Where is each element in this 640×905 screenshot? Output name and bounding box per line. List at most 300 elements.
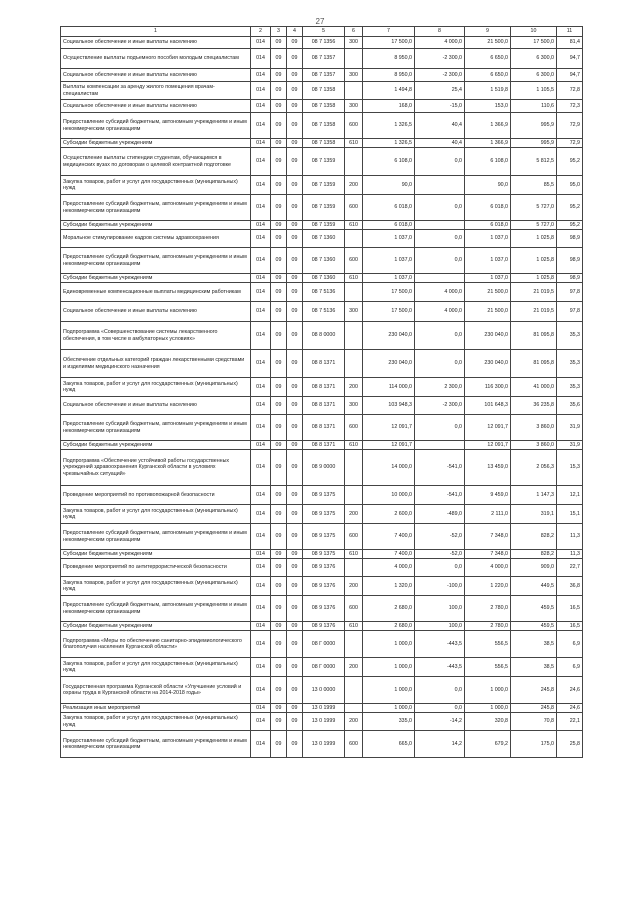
cell-col-11: 31,9 <box>557 441 583 450</box>
cell-col-5: 08 7 1358 <box>303 100 345 113</box>
cell-col-5: 08 9 1376 <box>303 577 345 596</box>
cell-col-2: 014 <box>251 450 271 486</box>
cell-col-3: 09 <box>271 524 287 550</box>
cell-col-2: 014 <box>251 505 271 524</box>
row-name-cell: Предоставление субсидий бюджетным, автономным учреждениям и иным некоммерческим организациям <box>61 415 251 441</box>
cell-col-11: 22,1 <box>557 713 583 731</box>
cell-col-10: 828,2 <box>511 524 557 550</box>
row-name-cell: Предоставление субсидий бюджетным, автономным учреждениям и иным некоммерческим организациям <box>61 524 251 550</box>
cell-col-5: 08 8 1371 <box>303 350 345 378</box>
cell-col-2: 014 <box>251 69 271 82</box>
cell-col-8: 100,0 <box>415 622 465 631</box>
row-name-cell: Предоставление субсидий бюджетным, автономным учреждениям и иным некоммерческим организациям <box>61 248 251 274</box>
cell-col-2: 014 <box>251 274 271 283</box>
cell-col-3: 09 <box>271 596 287 622</box>
cell-col-8: 0,0 <box>415 230 465 248</box>
cell-col-11: 94,7 <box>557 49 583 69</box>
cell-col-3: 09 <box>271 49 287 69</box>
cell-col-7: 10 000,0 <box>363 486 415 505</box>
cell-col-5: 08 7 1359 <box>303 221 345 230</box>
table-row <box>61 274 583 283</box>
cell-col-5: 08 9 1375 <box>303 505 345 524</box>
cell-col-11: 11,3 <box>557 550 583 559</box>
cell-col-3: 09 <box>271 677 287 704</box>
cell-col-3: 09 <box>271 704 287 713</box>
cell-col-8 <box>415 221 465 230</box>
header-cell: 8 <box>415 27 465 37</box>
cell-col-4: 09 <box>287 505 303 524</box>
cell-col-6 <box>345 49 363 69</box>
cell-col-2: 014 <box>251 139 271 148</box>
page-number: 27 <box>315 17 325 26</box>
cell-col-7: 1 326,5 <box>363 113 415 139</box>
cell-col-11: 12,1 <box>557 486 583 505</box>
cell-col-11: 24,6 <box>557 677 583 704</box>
cell-col-4: 09 <box>287 139 303 148</box>
cell-col-4: 09 <box>287 248 303 274</box>
cell-col-6 <box>345 631 363 658</box>
cell-col-9: 4 000,0 <box>465 559 511 577</box>
cell-col-6: 600 <box>345 248 363 274</box>
cell-col-10: 70,8 <box>511 713 557 731</box>
cell-col-3: 09 <box>271 274 287 283</box>
table-row <box>61 248 583 274</box>
table-row <box>61 113 583 139</box>
table-row <box>61 731 583 758</box>
row-name-cell: Выплаты компенсации за аренду жилого помещения врачам-специалистам <box>61 82 251 100</box>
cell-col-3: 09 <box>271 302 287 322</box>
cell-col-7: 17 500,0 <box>363 37 415 49</box>
table-row <box>61 221 583 230</box>
cell-col-4: 09 <box>287 274 303 283</box>
cell-col-2: 014 <box>251 731 271 758</box>
row-name-cell: Предоставление субсидий бюджетным, автономным учреждениям и иным некоммерческим организациям <box>61 195 251 221</box>
header-cell: 4 <box>287 27 303 37</box>
cell-col-9: 6 018,0 <box>465 195 511 221</box>
cell-col-7: 17 500,0 <box>363 283 415 302</box>
cell-col-2: 014 <box>251 176 271 195</box>
cell-col-7: 6 018,0 <box>363 221 415 230</box>
cell-col-3: 09 <box>271 139 287 148</box>
cell-col-7: 8 950,0 <box>363 69 415 82</box>
cell-col-11: 15,3 <box>557 450 583 486</box>
cell-col-8: 4 000,0 <box>415 283 465 302</box>
cell-col-7: 1 037,0 <box>363 248 415 274</box>
cell-col-3: 09 <box>271 622 287 631</box>
cell-col-8: 100,0 <box>415 596 465 622</box>
cell-col-11: 95,2 <box>557 195 583 221</box>
cell-col-6: 300 <box>345 100 363 113</box>
table-row <box>61 100 583 113</box>
cell-col-8 <box>415 274 465 283</box>
cell-col-4: 09 <box>287 113 303 139</box>
cell-col-4: 09 <box>287 731 303 758</box>
cell-col-10: 5 812,5 <box>511 148 557 176</box>
cell-col-8: -15,0 <box>415 100 465 113</box>
cell-col-5: 08 9 0000 <box>303 450 345 486</box>
cell-col-7: 103 948,3 <box>363 397 415 415</box>
cell-col-7: 665,0 <box>363 731 415 758</box>
cell-col-4: 09 <box>287 622 303 631</box>
cell-col-4: 09 <box>287 230 303 248</box>
table-row <box>61 176 583 195</box>
cell-col-2: 014 <box>251 350 271 378</box>
cell-col-5: 08 7 1359 <box>303 148 345 176</box>
cell-col-8: -14,2 <box>415 713 465 731</box>
cell-col-5: 13 0 0000 <box>303 677 345 704</box>
cell-col-8: -100,0 <box>415 577 465 596</box>
cell-col-11: 95,2 <box>557 221 583 230</box>
cell-col-9: 230 040,0 <box>465 322 511 350</box>
cell-col-5: 13 0 1999 <box>303 731 345 758</box>
cell-col-10: 38,5 <box>511 658 557 677</box>
cell-col-11: 94,7 <box>557 69 583 82</box>
header-cell: 1 <box>61 27 251 37</box>
cell-col-11: 16,5 <box>557 622 583 631</box>
cell-col-10: 21 019,5 <box>511 283 557 302</box>
cell-col-10: 245,8 <box>511 704 557 713</box>
cell-col-9: 6 018,0 <box>465 221 511 230</box>
cell-col-9: 116 300,0 <box>465 378 511 397</box>
cell-col-9: 13 459,0 <box>465 450 511 486</box>
cell-col-6: 610 <box>345 221 363 230</box>
cell-col-7: 14 000,0 <box>363 450 415 486</box>
cell-col-10: 2 056,3 <box>511 450 557 486</box>
cell-col-4: 09 <box>287 195 303 221</box>
cell-col-3: 09 <box>271 550 287 559</box>
row-name-cell: Проведение мероприятий по антитеррористической безопасности <box>61 559 251 577</box>
cell-col-9: 2 111,0 <box>465 505 511 524</box>
cell-col-7: 1 494,8 <box>363 82 415 100</box>
cell-col-10: 5 727,0 <box>511 195 557 221</box>
row-name-cell: Закупка товаров, работ и услуг для государственных (муниципальных) нужд <box>61 658 251 677</box>
cell-col-8: 0,0 <box>415 148 465 176</box>
cell-col-9: 1 000,0 <box>465 677 511 704</box>
row-name-cell: Социальное обеспечение и иные выплаты населению <box>61 100 251 113</box>
cell-col-2: 014 <box>251 415 271 441</box>
cell-col-8: 0,0 <box>415 559 465 577</box>
header-cell: 2 <box>251 27 271 37</box>
cell-col-6: 610 <box>345 139 363 148</box>
cell-col-4: 09 <box>287 450 303 486</box>
cell-col-2: 014 <box>251 49 271 69</box>
cell-col-3: 09 <box>271 69 287 82</box>
cell-col-6: 200 <box>345 577 363 596</box>
cell-col-7: 335,0 <box>363 713 415 731</box>
cell-col-10: 1 147,3 <box>511 486 557 505</box>
cell-col-5: 08 7 5136 <box>303 283 345 302</box>
cell-col-6 <box>345 704 363 713</box>
header-cell: 6 <box>345 27 363 37</box>
cell-col-8: 4 000,0 <box>415 302 465 322</box>
cell-col-2: 014 <box>251 221 271 230</box>
cell-col-11: 16,5 <box>557 596 583 622</box>
cell-col-6 <box>345 350 363 378</box>
cell-col-10: 110,6 <box>511 100 557 113</box>
cell-col-11: 95,0 <box>557 176 583 195</box>
cell-col-3: 09 <box>271 577 287 596</box>
cell-col-5: 08 9 1375 <box>303 524 345 550</box>
cell-col-11: 72,9 <box>557 139 583 148</box>
cell-col-7: 230 040,0 <box>363 350 415 378</box>
table-row <box>61 82 583 100</box>
cell-col-8: -2 300,0 <box>415 69 465 82</box>
cell-col-5: 08 7 1360 <box>303 230 345 248</box>
cell-col-6: 300 <box>345 69 363 82</box>
cell-col-10: 1 025,8 <box>511 230 557 248</box>
cell-col-8: 4 000,0 <box>415 37 465 49</box>
cell-col-3: 09 <box>271 176 287 195</box>
table-row <box>61 37 583 49</box>
cell-col-9: 1 366,9 <box>465 139 511 148</box>
cell-col-5: 08 8 1371 <box>303 415 345 441</box>
cell-col-2: 014 <box>251 441 271 450</box>
table-row <box>61 441 583 450</box>
cell-col-7: 168,0 <box>363 100 415 113</box>
cell-col-11: 97,8 <box>557 283 583 302</box>
cell-col-9: 556,5 <box>465 658 511 677</box>
cell-col-10: 3 860,0 <box>511 415 557 441</box>
row-name-cell: Единовременные компенсационные выплаты медицинским работникам <box>61 283 251 302</box>
cell-col-6: 200 <box>345 176 363 195</box>
cell-col-5: 08 7 1360 <box>303 248 345 274</box>
cell-col-2: 014 <box>251 322 271 350</box>
row-name-cell: Социальное обеспечение и иные выплаты населению <box>61 37 251 49</box>
cell-col-9: 556,5 <box>465 631 511 658</box>
cell-col-4: 09 <box>287 415 303 441</box>
cell-col-7: 1 037,0 <box>363 230 415 248</box>
row-name-cell: Предоставление субсидий бюджетным, автономным учреждениям и иным некоммерческим организациям <box>61 113 251 139</box>
cell-col-6: 300 <box>345 37 363 49</box>
cell-col-9: 1 037,0 <box>465 248 511 274</box>
cell-col-2: 014 <box>251 577 271 596</box>
cell-col-3: 09 <box>271 248 287 274</box>
cell-col-7: 6 108,0 <box>363 148 415 176</box>
cell-col-2: 014 <box>251 486 271 505</box>
cell-col-10: 175,0 <box>511 731 557 758</box>
table-row <box>61 230 583 248</box>
cell-col-10: 38,5 <box>511 631 557 658</box>
cell-col-6 <box>345 677 363 704</box>
cell-col-5: 08 Г 0000 <box>303 658 345 677</box>
table-header-row <box>61 27 583 37</box>
cell-col-8: -52,0 <box>415 524 465 550</box>
cell-col-7: 230 040,0 <box>363 322 415 350</box>
cell-col-10: 995,9 <box>511 113 557 139</box>
cell-col-10: 6 300,0 <box>511 49 557 69</box>
cell-col-5: 08 9 1376 <box>303 559 345 577</box>
cell-col-11: 6,9 <box>557 631 583 658</box>
cell-col-11: 95,2 <box>557 148 583 176</box>
cell-col-3: 09 <box>271 100 287 113</box>
row-name-cell: Моральное стимулирование кадров системы здравоохранения <box>61 230 251 248</box>
cell-col-4: 09 <box>287 596 303 622</box>
cell-col-3: 09 <box>271 350 287 378</box>
cell-col-9: 2 780,0 <box>465 596 511 622</box>
cell-col-4: 09 <box>287 704 303 713</box>
cell-col-5: 13 0 1999 <box>303 704 345 713</box>
cell-col-11: 35,6 <box>557 397 583 415</box>
cell-col-9: 7 348,0 <box>465 550 511 559</box>
cell-col-7: 1 037,0 <box>363 274 415 283</box>
cell-col-7: 7 400,0 <box>363 524 415 550</box>
budget-table <box>60 26 583 758</box>
cell-col-7: 1 320,0 <box>363 577 415 596</box>
cell-col-4: 09 <box>287 148 303 176</box>
cell-col-11: 97,8 <box>557 302 583 322</box>
cell-col-8: 0,0 <box>415 704 465 713</box>
cell-col-10: 245,8 <box>511 677 557 704</box>
cell-col-10: 81 095,8 <box>511 322 557 350</box>
cell-col-4: 09 <box>287 49 303 69</box>
cell-col-2: 014 <box>251 113 271 139</box>
cell-col-4: 09 <box>287 283 303 302</box>
cell-col-3: 09 <box>271 441 287 450</box>
cell-col-2: 014 <box>251 550 271 559</box>
cell-col-10: 828,2 <box>511 550 557 559</box>
cell-col-8: 0,0 <box>415 195 465 221</box>
cell-col-2: 014 <box>251 302 271 322</box>
row-name-cell: Обеспечение отдельных категорий граждан лекарственными средствами и изделиями медицинского назначения <box>61 350 251 378</box>
cell-col-4: 09 <box>287 713 303 731</box>
row-name-cell: Субсидии бюджетным учреждениям <box>61 622 251 631</box>
cell-col-5: 08 7 5136 <box>303 302 345 322</box>
cell-col-9: 12 091,7 <box>465 441 511 450</box>
cell-col-6: 600 <box>345 195 363 221</box>
row-name-cell: Подпрограмма «Меры по обеспечению санитарно-эпидемиологического благополучия населения Курганской области» <box>61 631 251 658</box>
cell-col-8 <box>415 176 465 195</box>
cell-col-6: 300 <box>345 302 363 322</box>
cell-col-9: 320,8 <box>465 713 511 731</box>
table-row <box>61 677 583 704</box>
cell-col-9: 7 348,0 <box>465 524 511 550</box>
header-cell: 9 <box>465 27 511 37</box>
cell-col-5: 08 8 0000 <box>303 322 345 350</box>
cell-col-5: 08 9 1375 <box>303 486 345 505</box>
cell-col-5: 13 0 1999 <box>303 713 345 731</box>
row-name-cell: Проведение мероприятий по противопожарной безопасности <box>61 486 251 505</box>
cell-col-2: 014 <box>251 378 271 397</box>
cell-col-11: 35,3 <box>557 378 583 397</box>
table-row <box>61 505 583 524</box>
cell-col-11: 6,9 <box>557 658 583 677</box>
cell-col-5: 08 7 1360 <box>303 274 345 283</box>
cell-col-2: 014 <box>251 248 271 274</box>
cell-col-3: 09 <box>271 82 287 100</box>
cell-col-11: 98,9 <box>557 248 583 274</box>
cell-col-7: 12 091,7 <box>363 441 415 450</box>
cell-col-6 <box>345 486 363 505</box>
cell-col-9: 230 040,0 <box>465 350 511 378</box>
row-name-cell: Предоставление субсидий бюджетным, автономным учреждениям и иным некоммерческим организациям <box>61 596 251 622</box>
cell-col-4: 09 <box>287 658 303 677</box>
cell-col-7: 2 680,0 <box>363 596 415 622</box>
cell-col-6: 600 <box>345 731 363 758</box>
cell-col-6: 300 <box>345 397 363 415</box>
row-name-cell: Субсидии бюджетным учреждениям <box>61 139 251 148</box>
cell-col-7: 90,0 <box>363 176 415 195</box>
cell-col-2: 014 <box>251 100 271 113</box>
table-row <box>61 378 583 397</box>
cell-col-5: 08 7 1359 <box>303 176 345 195</box>
cell-col-7: 6 018,0 <box>363 195 415 221</box>
cell-col-11: 98,9 <box>557 230 583 248</box>
cell-col-3: 09 <box>271 37 287 49</box>
cell-col-11: 22,7 <box>557 559 583 577</box>
table-row <box>61 350 583 378</box>
table-row <box>61 577 583 596</box>
cell-col-6: 610 <box>345 550 363 559</box>
cell-col-6 <box>345 230 363 248</box>
cell-col-6: 200 <box>345 658 363 677</box>
cell-col-7: 4 000,0 <box>363 559 415 577</box>
cell-col-2: 014 <box>251 658 271 677</box>
cell-col-9: 9 459,0 <box>465 486 511 505</box>
table-row <box>61 49 583 69</box>
table-row <box>61 283 583 302</box>
cell-col-3: 09 <box>271 195 287 221</box>
cell-col-11: 72,9 <box>557 113 583 139</box>
cell-col-6: 610 <box>345 441 363 450</box>
cell-col-7: 1 000,0 <box>363 704 415 713</box>
row-name-cell: Реализация иных мероприятий <box>61 704 251 713</box>
table-row <box>61 658 583 677</box>
cell-col-6: 610 <box>345 274 363 283</box>
table-row <box>61 302 583 322</box>
cell-col-8: -2 300,0 <box>415 49 465 69</box>
table-row <box>61 450 583 486</box>
header-cell: 5 <box>303 27 345 37</box>
cell-col-10: 1 025,8 <box>511 274 557 283</box>
header-cell: 3 <box>271 27 287 37</box>
cell-col-5: 08 8 1371 <box>303 378 345 397</box>
cell-col-8: 0,0 <box>415 322 465 350</box>
cell-col-10: 85,5 <box>511 176 557 195</box>
cell-col-2: 014 <box>251 524 271 550</box>
cell-col-3: 09 <box>271 283 287 302</box>
cell-col-3: 09 <box>271 230 287 248</box>
cell-col-4: 09 <box>287 559 303 577</box>
cell-col-9: 101 648,3 <box>465 397 511 415</box>
cell-col-6: 610 <box>345 622 363 631</box>
cell-col-6: 200 <box>345 378 363 397</box>
row-name-cell: Осуществление выплаты стипендии студентам, обучающимся в медицинских вузах по договорам о целевой контрактной подготовке <box>61 148 251 176</box>
cell-col-11: 24,6 <box>557 704 583 713</box>
row-name-cell: Осуществление выплаты подъемного пособия молодым специалистам <box>61 49 251 69</box>
cell-col-8: 0,0 <box>415 248 465 274</box>
header-cell: 11 <box>557 27 583 37</box>
cell-col-7: 1 000,0 <box>363 677 415 704</box>
cell-col-10: 449,5 <box>511 577 557 596</box>
cell-col-2: 014 <box>251 397 271 415</box>
row-name-cell: Закупка товаров, работ и услуг для государственных (муниципальных) нужд <box>61 505 251 524</box>
cell-col-8: -443,5 <box>415 658 465 677</box>
cell-col-3: 09 <box>271 378 287 397</box>
cell-col-8: 40,4 <box>415 113 465 139</box>
cell-col-4: 09 <box>287 37 303 49</box>
cell-col-5: 08 7 1358 <box>303 113 345 139</box>
cell-col-10: 459,5 <box>511 622 557 631</box>
cell-col-11: 81,4 <box>557 37 583 49</box>
cell-col-2: 014 <box>251 283 271 302</box>
table-row <box>61 69 583 82</box>
table-row <box>61 559 583 577</box>
cell-col-6: 200 <box>345 505 363 524</box>
cell-col-2: 014 <box>251 559 271 577</box>
cell-col-8: -52,0 <box>415 550 465 559</box>
cell-col-11: 35,3 <box>557 322 583 350</box>
cell-col-4: 09 <box>287 176 303 195</box>
